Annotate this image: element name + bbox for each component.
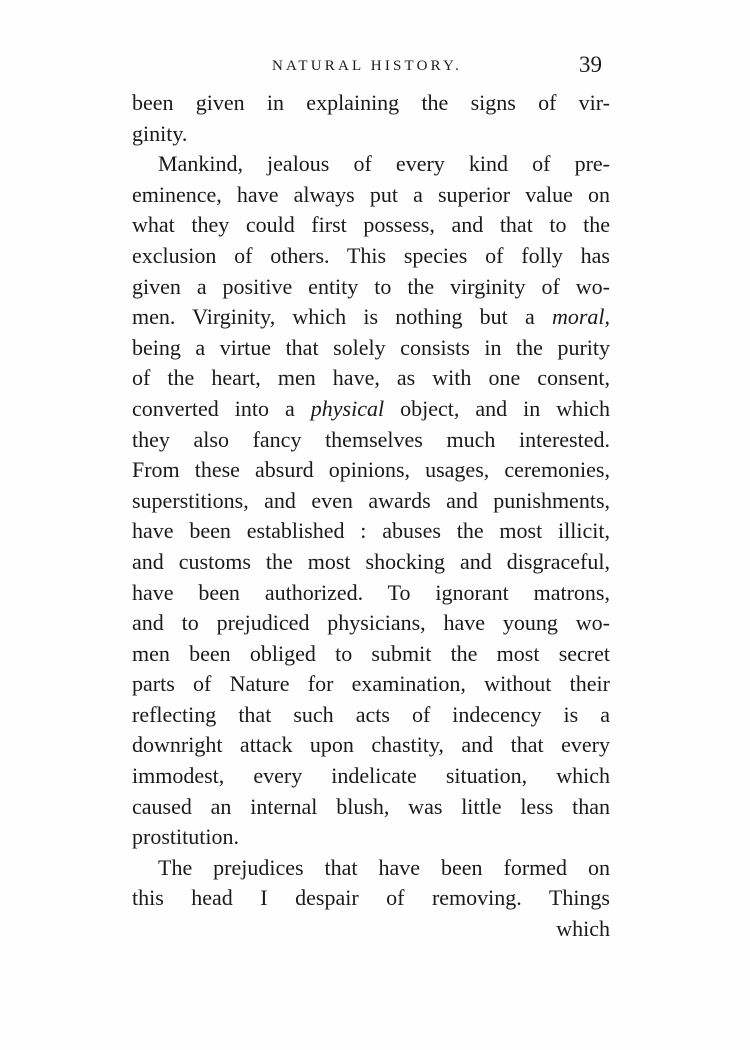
italic-word: moral (551, 304, 605, 330)
text-line: caused an internal blush, was little less than (132, 793, 610, 819)
text-line: converted into a physical object, and in which (132, 395, 610, 421)
text-line: and to prejudiced physicians, have young wo- (132, 610, 610, 636)
catchword: which (556, 916, 610, 942)
text-line: been given in explaining the signs of vir- (132, 90, 610, 115)
page-number: 39 (579, 52, 602, 77)
text-line: have been established : abuses the most illicit, (132, 518, 610, 544)
text-line: From these absurd opinions, usages, ceremonies, (132, 457, 610, 483)
text-line: of the heart, men have, as with one consent, (132, 365, 610, 391)
text-line: superstitions, and even awards and punishments, (132, 487, 610, 513)
text-line: and customs the most shocking and disgraceful, (132, 548, 610, 574)
text-line: being a virtue that solely consists in the purity (132, 334, 610, 360)
running-title: NATURAL HISTORY. (272, 58, 463, 74)
text-line: men. Virginity, which is nothing but a moral, (132, 304, 610, 330)
text-line: reflecting that such acts of indecency is a (132, 701, 610, 727)
text-line: eminence, have always put a superior value on (132, 181, 610, 207)
text-line: downright attack upon chastity, and that every (132, 732, 610, 758)
text-line: men been obliged to submit the most secret (132, 640, 610, 666)
text-line: this head I despair of removing. Things (132, 885, 610, 911)
text-line: parts of Nature for examination, without their (132, 671, 610, 697)
text-line: given a positive entity to the virginity of wo- (132, 273, 610, 299)
text-line: immodest, every indelicate situation, which (132, 763, 610, 789)
paragraph-start-line: The prejudices that have been formed on (158, 854, 610, 880)
text-line: prostitution. (132, 824, 239, 850)
paragraph-start-line: Mankind, jealous of every kind of pre- (158, 151, 610, 177)
body-text (132, 88, 610, 945)
italic-word: physical (310, 395, 385, 421)
text-line: exclusion of others. This species of folly has (132, 242, 610, 268)
running-head (132, 52, 612, 82)
text-line: have been authorized. To ignorant matrons, (132, 579, 610, 605)
text-line: they also fancy themselves much interested. (132, 426, 610, 452)
text-line: what they could first possess, and that to the (132, 212, 610, 238)
text-line: ginity. (132, 120, 188, 146)
